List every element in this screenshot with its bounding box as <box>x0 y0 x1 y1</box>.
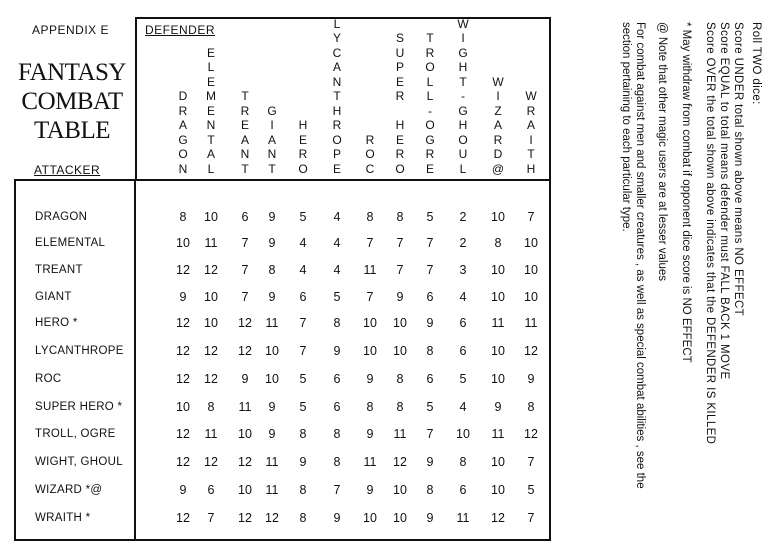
table-row <box>0 289 560 305</box>
score-cell: 8 <box>268 263 276 277</box>
score-cell: 11 <box>524 316 538 330</box>
score-cell: 9 <box>268 290 276 304</box>
note-withdraw: * May withdraw from combat if opponent dice score is NO EFFECT <box>680 22 692 363</box>
defender-letter: O <box>298 161 308 176</box>
score-cell: 9 <box>366 372 374 386</box>
score-cell: 2 <box>459 236 467 250</box>
score-cell: 7 <box>241 236 249 250</box>
defender-letter: E <box>395 132 404 147</box>
score-cell: 10 <box>393 316 407 330</box>
defender-letter: I <box>496 89 500 103</box>
defender-letter: T <box>333 89 341 103</box>
score-cell: 4 <box>299 263 307 277</box>
score-cell: 4 <box>459 290 467 304</box>
score-cell: 10 <box>456 427 470 441</box>
defender-letter: T <box>241 89 249 103</box>
score-cell: 4 <box>333 210 341 224</box>
score-cell: 5 <box>299 400 307 414</box>
defender-name <box>267 104 276 177</box>
score-cell: 5 <box>426 400 434 414</box>
score-cell: 9 <box>426 511 434 525</box>
score-cell: 8 <box>494 236 502 250</box>
score-cell: 8 <box>366 210 374 224</box>
score-cell: 8 <box>396 372 404 386</box>
defender-letter: L <box>333 16 341 31</box>
defender-letter: H <box>332 103 342 118</box>
defender-letter: D <box>178 89 188 103</box>
defender-letter: R <box>365 132 375 147</box>
score-cell: 12 <box>238 316 252 330</box>
attacker-name: HERO * <box>35 317 78 329</box>
score-cell: 9 <box>426 316 434 330</box>
table-row <box>0 510 560 526</box>
score-cell: 10 <box>524 236 538 250</box>
score-cell: 11 <box>265 483 279 497</box>
score-cell: 8 <box>299 427 307 441</box>
score-cell: 10 <box>491 290 505 304</box>
attacker-name: GIANT <box>35 291 72 303</box>
defender-letter: I <box>461 31 465 45</box>
defender-letter: W <box>525 89 537 103</box>
defender-letter: D <box>493 147 503 161</box>
table-row <box>0 315 560 331</box>
table-row <box>0 235 560 251</box>
score-cell: 9 <box>299 455 307 469</box>
score-cell: 7 <box>527 455 535 469</box>
table-row <box>0 343 560 359</box>
score-cell: 12 <box>524 344 538 358</box>
defender-letter: L <box>207 161 215 176</box>
table-row <box>0 454 560 470</box>
score-cell: 10 <box>524 263 538 277</box>
score-cell: 11 <box>238 400 252 414</box>
score-cell: 10 <box>393 483 407 497</box>
score-cell: 10 <box>491 483 505 497</box>
score-cell: 12 <box>204 344 218 358</box>
score-cell: 11 <box>491 316 505 330</box>
score-cell: 10 <box>491 210 505 224</box>
score-cell: 2 <box>459 210 467 224</box>
score-cell: 7 <box>426 263 434 277</box>
score-cell: 10 <box>524 290 538 304</box>
defender-letter: A <box>332 60 341 74</box>
score-cell: 11 <box>456 511 470 525</box>
defender-letter: H <box>458 118 468 132</box>
score-cell: 11 <box>491 427 505 441</box>
score-cell: 6 <box>241 210 249 224</box>
defender-letter: - <box>460 89 465 103</box>
defender-letter: O <box>365 147 375 161</box>
score-cell: 12 <box>204 263 218 277</box>
defender-letter: P <box>395 60 404 74</box>
defender-name <box>395 31 404 176</box>
defender-name <box>365 133 374 177</box>
score-cell: 7 <box>207 511 215 525</box>
title-line-1: FANTASY <box>18 59 126 86</box>
defender-letter: R <box>493 132 503 147</box>
score-cell: 7 <box>299 316 307 330</box>
defender-letter: H <box>458 60 468 74</box>
score-cell: 5 <box>299 210 307 224</box>
defender-letter: R <box>332 118 342 132</box>
score-cell: 12 <box>238 455 252 469</box>
score-cell: 7 <box>299 344 307 358</box>
score-cell: 10 <box>238 483 252 497</box>
defender-letter: R <box>240 103 250 118</box>
score-cell: 9 <box>366 427 374 441</box>
attacker-name: WRAITH * <box>35 512 91 524</box>
defender-letter: E <box>206 103 215 118</box>
score-cell: 10 <box>176 236 190 250</box>
defender-column-header <box>176 24 190 176</box>
score-cell: 7 <box>366 236 374 250</box>
attacker-name: TROLL, OGRE <box>35 428 116 440</box>
score-cell: 12 <box>204 455 218 469</box>
score-cell: 10 <box>363 344 377 358</box>
score-cell: 8 <box>366 400 374 414</box>
defender-column-header <box>524 24 538 176</box>
score-cell: 6 <box>426 290 434 304</box>
defender-name <box>178 89 187 176</box>
defender-letter: N <box>332 74 342 89</box>
attacker-name: WIGHT, GHOUL <box>35 456 123 468</box>
defender-letter: N <box>178 161 188 176</box>
score-cell: 9 <box>268 427 276 441</box>
defender-letter: T <box>527 147 535 161</box>
score-cell: 7 <box>396 236 404 250</box>
score-cell: 9 <box>241 372 249 386</box>
score-cell: 3 <box>459 263 467 277</box>
defender-letter: W <box>492 74 504 89</box>
defender-letter: E <box>206 45 215 60</box>
defender-letter: R <box>298 147 308 161</box>
defender-letter: E <box>332 161 341 176</box>
table-row <box>0 371 560 387</box>
attacker-name: ROC <box>35 373 62 385</box>
defender-letter: I <box>529 132 533 147</box>
score-cell: 10 <box>491 455 505 469</box>
defender-letter: R <box>395 89 405 103</box>
score-cell: 10 <box>393 511 407 525</box>
note-combat-2: section pertaining to each particular type. <box>620 22 632 232</box>
score-cell: 9 <box>333 344 341 358</box>
defender-letter: E <box>206 74 215 89</box>
score-cell: 4 <box>333 263 341 277</box>
defender-letter: H <box>526 161 536 176</box>
score-cell: 7 <box>527 511 535 525</box>
defender-letter: G <box>267 103 277 118</box>
title-line-2: COMBAT <box>21 88 123 115</box>
score-cell: 12 <box>524 427 538 441</box>
attacker-name: TREANT <box>35 264 83 276</box>
score-cell: 7 <box>333 483 341 497</box>
table-row <box>0 399 560 415</box>
defender-letter: G <box>458 103 468 118</box>
score-cell: 5 <box>459 372 467 386</box>
defender-letter: G <box>178 132 188 147</box>
score-cell: 4 <box>299 236 307 250</box>
score-cell: 8 <box>459 455 467 469</box>
score-cell: 4 <box>333 236 341 250</box>
score-cell: 10 <box>265 372 279 386</box>
score-cell: 7 <box>527 210 535 224</box>
attacker-name: DRAGON <box>35 211 88 223</box>
defender-letter: G <box>425 132 435 147</box>
defender-column-header <box>330 16 344 176</box>
score-cell: 8 <box>179 210 187 224</box>
defender-name <box>492 75 504 177</box>
defender-letter: P <box>332 147 341 161</box>
score-cell: 12 <box>176 511 190 525</box>
defender-letter: Y <box>332 31 341 45</box>
score-cell: 8 <box>396 210 404 224</box>
score-cell: 5 <box>333 290 341 304</box>
appendix-label: APPENDIX E <box>32 23 110 37</box>
defender-letter: R <box>526 103 536 118</box>
defender-letter: N <box>240 147 250 161</box>
defender-name <box>241 89 250 176</box>
score-cell: 8 <box>207 400 215 414</box>
attacker-heading: ATTACKER <box>34 163 101 177</box>
score-cell: 6 <box>459 316 467 330</box>
score-cell: 11 <box>363 263 377 277</box>
note-combat-1: For combat against men and smaller creatures , as well as special combat abilities , see the <box>634 22 646 489</box>
defender-column-header <box>238 24 252 176</box>
score-cell: 11 <box>265 455 279 469</box>
score-cell: 5 <box>426 210 434 224</box>
attacker-name: SUPER HERO * <box>35 401 123 413</box>
score-cell: 12 <box>176 455 190 469</box>
score-cell: 6 <box>207 483 215 497</box>
score-cell: 10 <box>393 344 407 358</box>
score-cell: 9 <box>527 372 535 386</box>
attacker-name: LYCANTHROPE <box>35 345 124 357</box>
defender-letter: O <box>332 132 342 147</box>
score-cell: 10 <box>491 372 505 386</box>
score-cell: 10 <box>204 210 218 224</box>
score-cell: 10 <box>363 511 377 525</box>
note-under: Score UNDER total shown above means NO EFFECT <box>732 22 744 317</box>
defender-letter: C <box>365 161 375 176</box>
score-cell: 12 <box>176 427 190 441</box>
defender-letter: T <box>459 74 467 89</box>
defender-column-header <box>265 24 279 176</box>
score-cell: 4 <box>459 400 467 414</box>
defender-name <box>457 17 468 177</box>
defender-letter: O <box>178 147 188 161</box>
score-cell: 9 <box>179 483 187 497</box>
defender-letter: W <box>457 16 469 31</box>
defender-letter: U <box>395 45 405 60</box>
note-magic-users: @ Note that other magic users are at lesser values <box>656 22 668 282</box>
defender-column-header <box>423 24 437 176</box>
score-cell: 9 <box>268 236 276 250</box>
defender-letter: E <box>425 161 434 176</box>
score-cell: 12 <box>238 344 252 358</box>
score-cell: 5 <box>299 372 307 386</box>
score-cell: 11 <box>204 427 218 441</box>
score-cell: 12 <box>491 511 505 525</box>
table-row <box>0 262 560 278</box>
score-cell: 12 <box>176 316 190 330</box>
defender-letter: A <box>178 118 187 132</box>
table-row <box>0 209 560 225</box>
defender-letter: O <box>458 132 468 147</box>
defender-name <box>298 118 307 176</box>
score-cell: 10 <box>363 316 377 330</box>
score-cell: 11 <box>393 427 407 441</box>
defender-letter: U <box>458 147 468 161</box>
defender-name <box>206 46 216 177</box>
score-cell: 6 <box>299 290 307 304</box>
table-row <box>0 426 560 442</box>
score-cell: 6 <box>459 483 467 497</box>
score-cell: 11 <box>363 455 377 469</box>
defender-letter: G <box>458 45 468 60</box>
defender-letter: S <box>395 31 404 45</box>
score-cell: 10 <box>204 316 218 330</box>
score-cell: 9 <box>426 455 434 469</box>
defender-heading: DEFENDER <box>145 23 216 37</box>
defender-letter: T <box>268 161 276 176</box>
note-roll: Roll TWO dice: <box>750 22 762 105</box>
defender-letter: L <box>426 89 434 103</box>
score-cell: 8 <box>426 344 434 358</box>
defender-letter: N <box>267 147 277 161</box>
defender-letter: H <box>298 118 308 132</box>
score-cell: 8 <box>333 455 341 469</box>
defender-column-header <box>363 24 377 176</box>
table-title <box>8 58 136 145</box>
table-row <box>0 482 560 498</box>
attacker-name: WIZARD *@ <box>35 484 103 496</box>
title-line-3: TABLE <box>33 117 111 144</box>
defender-column-header <box>491 24 505 176</box>
defender-name <box>425 31 434 176</box>
score-cell: 7 <box>426 236 434 250</box>
score-cell: 12 <box>204 372 218 386</box>
defender-letter: C <box>332 45 342 60</box>
defender-letter: Z <box>494 103 502 118</box>
defender-letter <box>398 104 401 119</box>
score-cell: 11 <box>265 316 279 330</box>
defender-letter: H <box>395 118 405 132</box>
attacker-name: ELEMENTAL <box>35 237 106 249</box>
score-cell: 7 <box>396 263 404 277</box>
score-cell: 12 <box>176 263 190 277</box>
score-cell: 12 <box>393 455 407 469</box>
defender-letter: R <box>425 147 435 161</box>
defender-letter: L <box>207 60 215 74</box>
score-cell: 9 <box>494 400 502 414</box>
score-cell: 12 <box>238 511 252 525</box>
score-cell: 12 <box>265 511 279 525</box>
defender-letter: R <box>178 103 188 118</box>
defender-column-header <box>204 24 218 176</box>
score-cell: 10 <box>491 263 505 277</box>
defender-column-header <box>296 24 310 176</box>
score-cell: 8 <box>299 511 307 525</box>
score-cell: 9 <box>268 400 276 414</box>
score-cell: 9 <box>268 210 276 224</box>
defender-letter: L <box>426 74 434 89</box>
defender-letter: @ <box>491 161 505 176</box>
defender-letter: T <box>426 31 434 45</box>
defender-letter: L <box>459 161 467 176</box>
defender-letter: E <box>240 118 249 132</box>
score-cell: 12 <box>176 372 190 386</box>
score-cell: 8 <box>333 427 341 441</box>
score-cell: 9 <box>179 290 187 304</box>
defender-letter: E <box>395 74 404 89</box>
score-cell: 7 <box>426 427 434 441</box>
note-over: Score OVER the total shown above indicates that the DEFENDER IS KILLED <box>704 22 716 445</box>
defender-name <box>525 89 536 176</box>
score-cell: 10 <box>265 344 279 358</box>
score-cell: 8 <box>426 483 434 497</box>
score-cell: 10 <box>238 427 252 441</box>
defender-letter: O <box>425 118 435 132</box>
defender-letter: A <box>493 118 502 132</box>
score-cell: 9 <box>396 290 404 304</box>
defender-letter: - <box>428 103 432 118</box>
defender-letter: O <box>395 161 405 176</box>
defender-name <box>332 17 341 177</box>
defender-letter: R <box>395 147 405 161</box>
defender-column-header <box>393 24 407 176</box>
note-equal: Score EQUAL to total means defender must FALL BACK 1 MOVE <box>718 22 730 380</box>
rules-notes <box>585 22 765 542</box>
defender-letter: A <box>267 132 276 147</box>
score-cell: 6 <box>426 372 434 386</box>
defender-letter: A <box>526 118 535 132</box>
defender-letter: E <box>298 132 307 147</box>
defender-letter: A <box>240 132 249 147</box>
score-cell: 12 <box>176 344 190 358</box>
score-cell: 11 <box>204 236 218 250</box>
score-cell: 6 <box>459 344 467 358</box>
defender-letter: A <box>206 147 215 161</box>
defender-letter: T <box>241 161 249 176</box>
defender-letter: R <box>425 45 435 60</box>
score-cell: 5 <box>527 483 535 497</box>
score-cell: 8 <box>527 400 535 414</box>
score-cell: 7 <box>241 290 249 304</box>
score-cell: 7 <box>366 290 374 304</box>
score-cell: 10 <box>176 400 190 414</box>
score-cell: 8 <box>299 483 307 497</box>
defender-column-header <box>456 16 470 176</box>
score-cell: 8 <box>333 316 341 330</box>
defender-letter: O <box>425 60 435 74</box>
score-cell: 9 <box>366 483 374 497</box>
defender-letter: T <box>207 132 215 147</box>
defender-letter: M <box>206 89 216 103</box>
defender-letter: N <box>206 118 216 132</box>
score-cell: 10 <box>491 344 505 358</box>
score-cell: 7 <box>241 263 249 277</box>
score-cell: 9 <box>333 511 341 525</box>
score-cell: 6 <box>333 372 341 386</box>
defender-letter: I <box>270 118 274 132</box>
score-cell: 8 <box>396 400 404 414</box>
score-cell: 6 <box>333 400 341 414</box>
score-cell: 10 <box>204 290 218 304</box>
